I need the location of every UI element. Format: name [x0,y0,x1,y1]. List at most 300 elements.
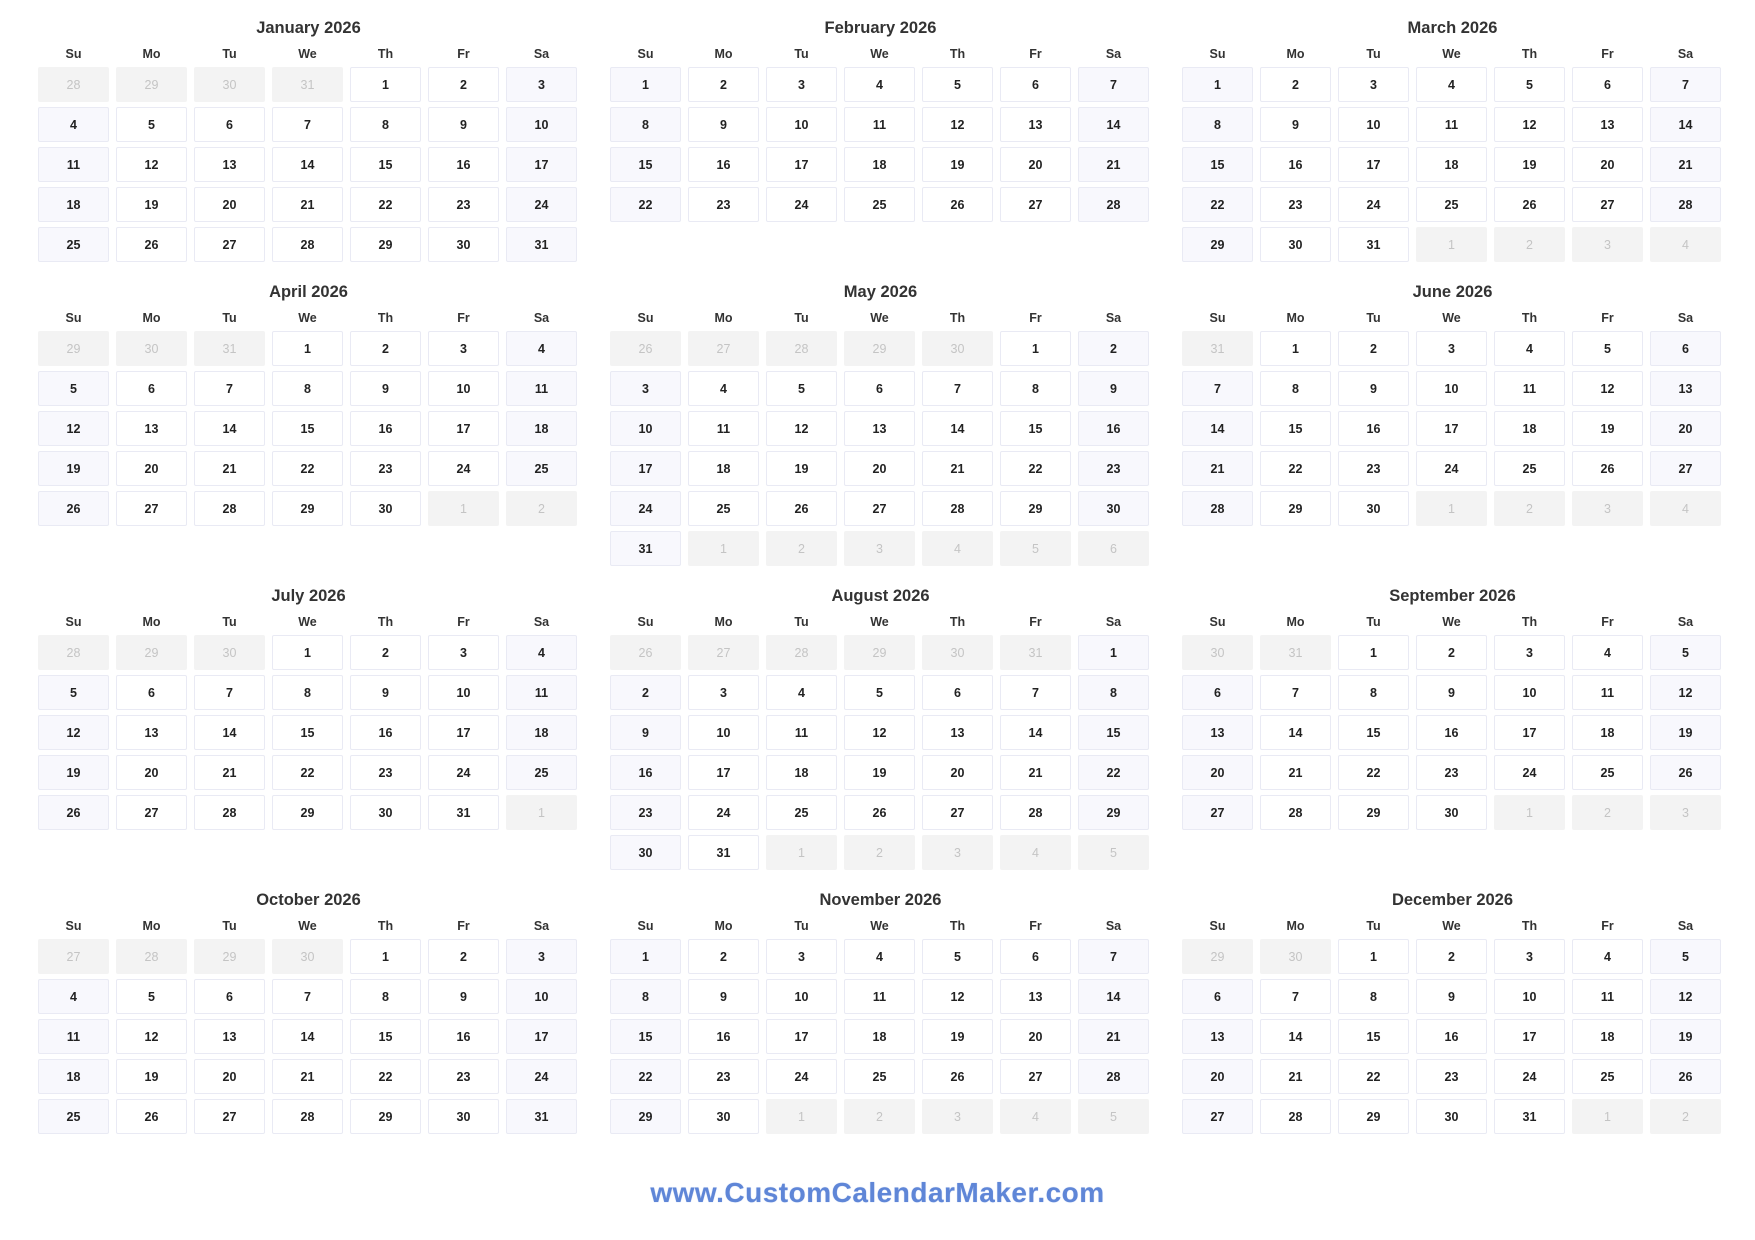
day-cell: 2 [428,67,499,102]
day-cell: 24 [610,491,681,526]
weekday-header [610,46,1151,62]
weekday-header [610,918,1151,934]
day-cell: 25 [766,795,837,830]
weekday-label: Tu [222,919,237,933]
day-cell: 24 [1494,755,1565,790]
day-cell: 12 [1494,107,1565,142]
weekday-label: Fr [1029,47,1042,61]
day-cell: 17 [428,715,499,750]
day-cell: 17 [1494,1019,1565,1054]
day-cell: 9 [610,715,681,750]
day-cell: 6 [844,371,915,406]
weekday-label: Fr [1029,311,1042,325]
day-cell: 19 [38,451,109,486]
day-cell: 11 [506,371,577,406]
weekday-label: We [1442,47,1461,61]
weekday-label: Mo [714,615,733,629]
adjacent-month-day-cell: 1 [1494,795,1565,830]
day-cell: 6 [1572,67,1643,102]
day-cell: 30 [1338,491,1409,526]
week-row [1182,371,1723,406]
weekday-label: Fr [457,47,470,61]
day-cell: 23 [350,755,421,790]
day-cell: 20 [1000,1019,1071,1054]
day-cell: 9 [1078,371,1149,406]
month-title: March 2026 [1407,19,1498,37]
day-cell: 16 [610,755,681,790]
day-cell: 20 [1572,147,1643,182]
weekday-label: Su [65,615,82,629]
weekday-header [38,614,579,630]
day-cell: 31 [610,531,681,566]
adjacent-month-day-cell: 30 [194,635,265,670]
day-cell: 1 [610,67,681,102]
adjacent-month-day-cell: 31 [1000,635,1071,670]
day-cell: 26 [844,795,915,830]
week-row [610,331,1151,366]
day-cell: 1 [1260,331,1331,366]
day-cell: 14 [922,411,993,446]
week-row [1182,939,1723,974]
day-cell: 29 [610,1099,681,1134]
day-cell: 18 [1416,147,1487,182]
weekday-label: Fr [1601,47,1614,61]
day-cell: 28 [272,227,343,262]
day-cell: 1 [350,67,421,102]
day-cell: 11 [38,1019,109,1054]
weekday-label: Th [1521,615,1538,629]
day-cell: 4 [766,675,837,710]
weekday-label: Su [637,47,654,61]
day-cell: 16 [428,1019,499,1054]
day-cell: 3 [1494,939,1565,974]
week-row [610,411,1151,446]
weekday-label: Mo [142,311,161,325]
weekday-label: Fr [1601,919,1614,933]
day-cell: 20 [1650,411,1721,446]
month-title: September 2026 [1389,587,1516,605]
day-cell: 22 [1000,451,1071,486]
weekday-label: Mo [1286,919,1305,933]
day-cell: 9 [1338,371,1409,406]
weekday-label: We [1442,615,1461,629]
day-cell: 3 [766,939,837,974]
week-row [610,107,1151,142]
weekday-label: We [298,919,317,933]
month-title: January 2026 [256,19,361,37]
day-cell: 22 [350,1059,421,1094]
day-cell: 14 [1000,715,1071,750]
day-cell: 6 [194,979,265,1014]
day-cell: 22 [610,1059,681,1094]
week-row [610,1059,1151,1094]
day-cell: 22 [1260,451,1331,486]
month-block [1182,16,1723,267]
day-cell: 17 [766,147,837,182]
day-cell: 26 [116,227,187,262]
week-row [38,939,579,974]
week-row [38,1099,579,1134]
weekday-label: Tu [794,47,809,61]
day-cell: 11 [1494,371,1565,406]
weekday-label: Sa [1105,615,1122,629]
weekday-label: We [298,615,317,629]
adjacent-month-day-cell: 29 [116,67,187,102]
day-cell: 18 [38,187,109,222]
adjacent-month-day-cell: 4 [1650,227,1721,262]
adjacent-month-day-cell: 3 [1650,795,1721,830]
adjacent-month-day-cell: 28 [38,67,109,102]
day-cell: 12 [922,979,993,1014]
day-cell: 20 [116,451,187,486]
day-cell: 12 [116,1019,187,1054]
day-cell: 24 [428,755,499,790]
day-cell: 7 [194,371,265,406]
weekday-label: Sa [533,615,550,629]
weekday-label: Sa [1677,615,1694,629]
day-cell: 23 [428,1059,499,1094]
day-cell: 26 [1494,187,1565,222]
day-cell: 6 [1000,67,1071,102]
weekday-label: Mo [1286,47,1305,61]
weekday-label: Tu [222,47,237,61]
month-title: July 2026 [271,587,346,605]
week-row [610,939,1151,974]
weekday-label: Fr [457,919,470,933]
day-cell: 4 [844,939,915,974]
day-cell: 9 [428,107,499,142]
day-cell: 26 [1650,755,1721,790]
day-cell: 29 [350,1099,421,1134]
day-cell: 16 [1078,411,1149,446]
day-cell: 30 [428,227,499,262]
day-cell: 4 [1572,939,1643,974]
adjacent-month-day-cell: 26 [610,635,681,670]
day-cell: 10 [506,107,577,142]
day-cell: 7 [272,979,343,1014]
day-cell: 28 [1650,187,1721,222]
day-cell: 2 [1078,331,1149,366]
day-cell: 22 [272,755,343,790]
day-cell: 21 [272,1059,343,1094]
day-cell: 3 [766,67,837,102]
day-cell: 24 [766,187,837,222]
week-row [1182,635,1723,670]
weekday-label: We [1442,919,1461,933]
adjacent-month-day-cell: 1 [688,531,759,566]
week-row [1182,675,1723,710]
week-row [1182,411,1723,446]
day-cell: 3 [506,67,577,102]
day-cell: 28 [922,491,993,526]
weekday-label: Th [949,47,966,61]
day-cell: 5 [1650,635,1721,670]
day-cell: 15 [272,411,343,446]
day-cell: 8 [1078,675,1149,710]
month-block [1182,584,1723,835]
day-cell: 10 [506,979,577,1014]
weekday-label: Mo [714,47,733,61]
day-cell: 16 [1416,1019,1487,1054]
day-cell: 2 [1338,331,1409,366]
day-cell: 16 [688,1019,759,1054]
weekday-header [1182,614,1723,630]
day-cell: 25 [1572,755,1643,790]
day-cell: 4 [506,635,577,670]
day-cell: 9 [350,371,421,406]
weekday-label: Su [65,311,82,325]
month-block [610,280,1151,571]
day-cell: 4 [38,107,109,142]
day-cell: 9 [1416,979,1487,1014]
weekday-label: Mo [142,615,161,629]
week-row [610,67,1151,102]
week-row [610,451,1151,486]
day-cell: 1 [1000,331,1071,366]
adjacent-month-day-cell: 31 [272,67,343,102]
day-cell: 2 [688,67,759,102]
weekday-label: Th [1521,919,1538,933]
week-row [38,187,579,222]
day-cell: 30 [350,491,421,526]
day-cell: 11 [766,715,837,750]
adjacent-month-day-cell: 28 [116,939,187,974]
adjacent-month-day-cell: 2 [844,1099,915,1134]
day-cell: 27 [1572,187,1643,222]
adjacent-month-day-cell: 1 [766,1099,837,1134]
day-cell: 28 [1182,491,1253,526]
day-cell: 7 [1078,939,1149,974]
weekday-label: Sa [1105,47,1122,61]
day-cell: 5 [1494,67,1565,102]
day-cell: 30 [610,835,681,870]
adjacent-month-day-cell: 30 [194,67,265,102]
adjacent-month-day-cell: 2 [506,491,577,526]
week-row [38,979,579,1014]
day-cell: 16 [1338,411,1409,446]
day-cell: 27 [922,795,993,830]
adjacent-month-day-cell: 3 [922,1099,993,1134]
day-cell: 13 [1182,715,1253,750]
day-cell: 24 [1494,1059,1565,1094]
day-cell: 19 [766,451,837,486]
month-block [1182,280,1723,531]
day-cell: 2 [688,939,759,974]
day-cell: 29 [272,795,343,830]
day-cell: 23 [1416,1059,1487,1094]
day-cell: 31 [506,1099,577,1134]
day-cell: 30 [428,1099,499,1134]
day-cell: 25 [844,1059,915,1094]
day-cell: 27 [194,1099,265,1134]
day-cell: 16 [350,411,421,446]
day-cell: 15 [1182,147,1253,182]
day-cell: 5 [922,67,993,102]
day-cell: 13 [1000,979,1071,1014]
day-cell: 20 [116,755,187,790]
day-cell: 25 [1416,187,1487,222]
day-cell: 28 [194,491,265,526]
day-cell: 7 [1650,67,1721,102]
weekday-label: We [298,311,317,325]
day-cell: 10 [428,675,499,710]
adjacent-month-day-cell: 4 [1000,835,1071,870]
day-cell: 28 [1078,187,1149,222]
day-cell: 16 [428,147,499,182]
day-cell: 7 [1260,675,1331,710]
weekday-label: Su [65,47,82,61]
day-cell: 20 [1182,1059,1253,1094]
day-cell: 4 [38,979,109,1014]
adjacent-month-day-cell: 2 [1494,227,1565,262]
day-cell: 17 [1338,147,1409,182]
adjacent-month-day-cell: 1 [766,835,837,870]
day-cell: 25 [506,755,577,790]
adjacent-month-day-cell: 31 [1260,635,1331,670]
day-cell: 24 [1416,451,1487,486]
day-cell: 23 [1078,451,1149,486]
day-cell: 17 [688,755,759,790]
adjacent-month-day-cell: 4 [922,531,993,566]
day-cell: 28 [1260,795,1331,830]
day-cell: 18 [844,147,915,182]
week-row [1182,451,1723,486]
adjacent-month-day-cell: 30 [1260,939,1331,974]
day-cell: 15 [1260,411,1331,446]
adjacent-month-day-cell: 29 [1182,939,1253,974]
day-cell: 22 [350,187,421,222]
day-cell: 18 [506,411,577,446]
weekday-label: Tu [222,615,237,629]
day-cell: 25 [1494,451,1565,486]
day-cell: 5 [766,371,837,406]
day-cell: 2 [1416,635,1487,670]
weekday-label: Sa [533,311,550,325]
adjacent-month-day-cell: 29 [844,635,915,670]
adjacent-month-day-cell: 29 [844,331,915,366]
weekday-label: Su [637,615,654,629]
week-row [610,715,1151,750]
adjacent-month-day-cell: 30 [1182,635,1253,670]
day-cell: 31 [688,835,759,870]
weekday-label: Tu [1366,919,1381,933]
day-cell: 6 [1182,675,1253,710]
weekday-header [1182,918,1723,934]
weekday-label: Mo [1286,615,1305,629]
weekday-label: Tu [1366,615,1381,629]
day-cell: 7 [1078,67,1149,102]
day-cell: 13 [844,411,915,446]
day-cell: 17 [1416,411,1487,446]
month-block [610,16,1151,227]
week-row [38,755,579,790]
day-cell: 19 [1572,411,1643,446]
day-cell: 27 [1650,451,1721,486]
week-row [38,715,579,750]
day-cell: 26 [1650,1059,1721,1094]
day-cell: 5 [1650,939,1721,974]
day-cell: 20 [194,1059,265,1094]
month-title: June 2026 [1412,283,1493,301]
day-cell: 21 [1000,755,1071,790]
day-cell: 30 [1416,1099,1487,1134]
day-cell: 15 [1338,715,1409,750]
day-cell: 9 [428,979,499,1014]
adjacent-month-day-cell: 4 [1650,491,1721,526]
weekday-label: We [1442,311,1461,325]
day-cell: 2 [1416,939,1487,974]
day-cell: 21 [1078,1019,1149,1054]
weekday-label: Su [1209,919,1226,933]
adjacent-month-day-cell: 27 [38,939,109,974]
day-cell: 1 [272,635,343,670]
day-cell: 10 [766,979,837,1014]
day-cell: 3 [428,331,499,366]
day-cell: 1 [1078,635,1149,670]
weekday-label: Tu [794,615,809,629]
day-cell: 14 [194,411,265,446]
adjacent-month-day-cell: 29 [38,331,109,366]
day-cell: 31 [428,795,499,830]
month-title: April 2026 [269,283,348,301]
adjacent-month-day-cell: 5 [1000,531,1071,566]
adjacent-month-day-cell: 1 [1416,491,1487,526]
weekday-label: Su [637,311,654,325]
day-cell: 20 [922,755,993,790]
adjacent-month-day-cell: 30 [272,939,343,974]
day-cell: 14 [194,715,265,750]
day-cell: 26 [1572,451,1643,486]
day-cell: 23 [1416,755,1487,790]
day-cell: 3 [428,635,499,670]
day-cell: 21 [194,755,265,790]
week-row [1182,755,1723,790]
day-cell: 12 [1650,979,1721,1014]
adjacent-month-day-cell: 6 [1078,531,1149,566]
day-cell: 8 [610,107,681,142]
weekday-label: Sa [1105,919,1122,933]
day-cell: 29 [1338,1099,1409,1134]
day-cell: 12 [1650,675,1721,710]
day-cell: 27 [1182,795,1253,830]
week-row [38,451,579,486]
day-cell: 23 [688,187,759,222]
day-cell: 21 [1078,147,1149,182]
adjacent-month-day-cell: 2 [844,835,915,870]
day-cell: 14 [272,1019,343,1054]
weekday-label: Su [65,919,82,933]
day-cell: 29 [350,227,421,262]
week-row [38,371,579,406]
week-row [38,1019,579,1054]
day-cell: 7 [272,107,343,142]
day-cell: 10 [1494,979,1565,1014]
day-cell: 6 [1000,939,1071,974]
day-cell: 6 [116,675,187,710]
weekday-label: Su [1209,615,1226,629]
day-cell: 12 [38,715,109,750]
month-title: May 2026 [843,283,918,301]
adjacent-month-day-cell: 3 [922,835,993,870]
day-cell: 6 [1182,979,1253,1014]
weekday-label: Sa [533,47,550,61]
day-cell: 12 [844,715,915,750]
week-row [38,411,579,446]
day-cell: 18 [38,1059,109,1094]
day-cell: 12 [922,107,993,142]
day-cell: 31 [1494,1099,1565,1134]
month-title: February 2026 [824,19,937,37]
